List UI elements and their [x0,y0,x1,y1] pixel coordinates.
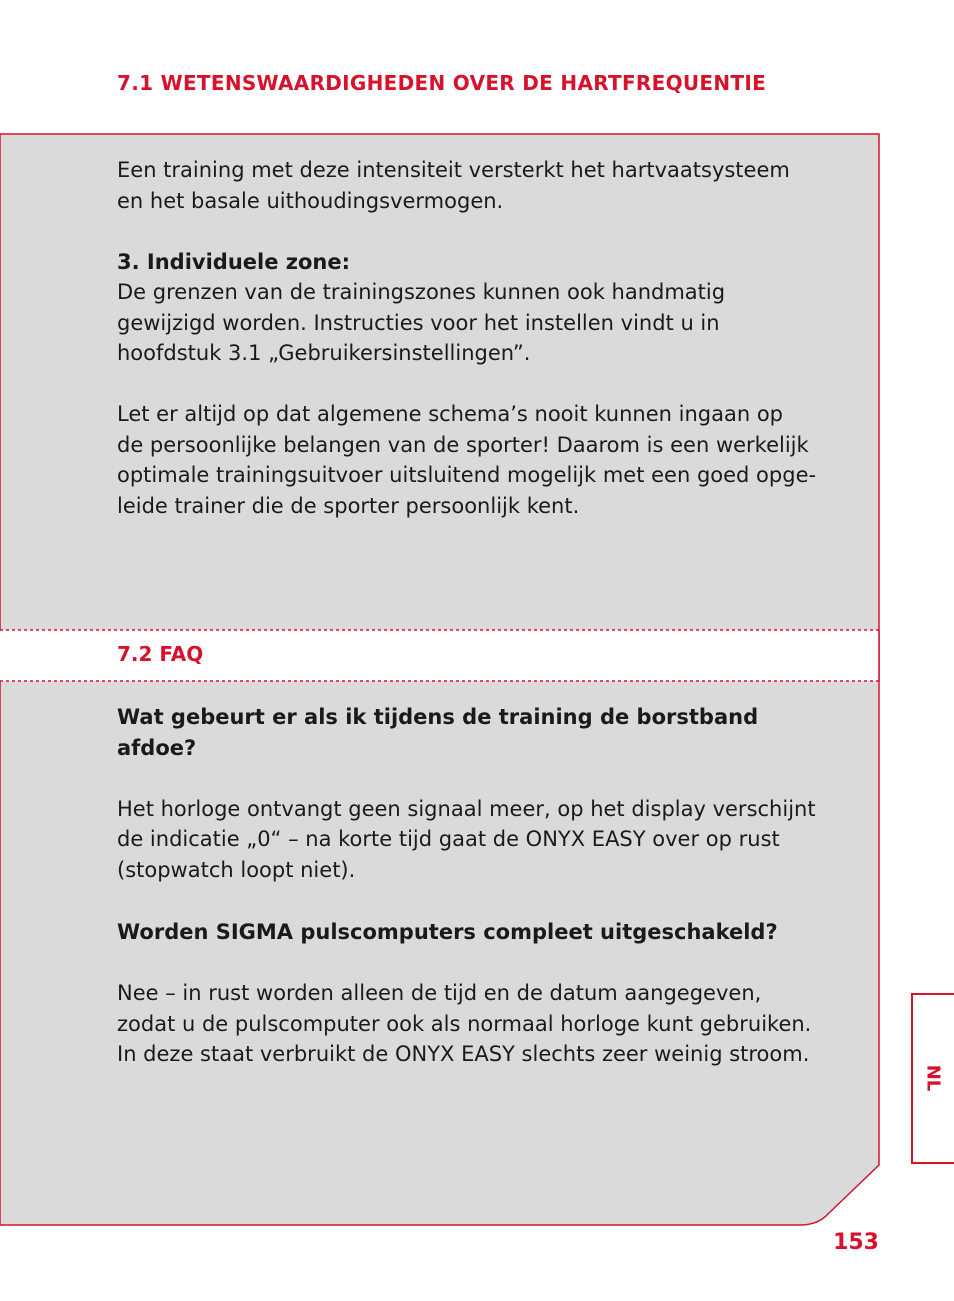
zone-line: hoofdstuk 3.1 „Gebruikersinstellingen”. [117,341,531,365]
faq-answer-line: Nee – in rust worden alleen de tijd en de datum aangegeven, [117,981,762,1005]
faq-answer-line: Het horloge ontvangt geen signaal meer, op het display verschijnt [117,796,816,821]
note-line: Let er altijd op dat algemene schema’s nooit kunnen ingaan op [117,402,784,426]
faq-q1-block [117,702,837,885]
section1-body [117,155,837,521]
intro-line: en het basale uithoudingsvermogen. [117,188,504,213]
faq-question: Worden SIGMA pulscomputers compleet uitgeschakeld? [117,920,778,944]
language-tab-label: NL [922,1064,944,1092]
zone-line: De grenzen van de trainingszones kunnen ook handmatig [117,280,726,304]
faq-answer-line: de indicatie „0“ – na korte tijd gaat de ONYX EASY over op rust [117,827,780,851]
intro-line: Een training met deze intensiteit versterkt het hartvaatsysteem [117,158,790,182]
faq-question: Wat gebeurt er als ik tijdens de training de borstband afdoe? [117,705,759,760]
faq-answer-line: zodat u de pulscomputer ook als normaal horloge kunt gebruiken. [117,1011,812,1036]
note-line: optimale trainingsuitvoer uitsluitend mogelijk met een goed opge- [117,463,817,487]
section-title: 7.1 WETENSWAARDIGHEDEN OVER DE HARTFREQUENTIE [117,71,767,95]
faq-answer-line: In deze staat verbruikt de ONYX EASY slechts zeer weinig stroom. [117,1042,810,1066]
faq-title: 7.2 FAQ [117,642,204,666]
faq-answer-line: (stopwatch loopt niet). [117,857,356,882]
zone-line: gewijzigd worden. Instructies voor het instellen vindt u in [117,310,720,335]
note-line: leide trainer die de sporter persoonlijk kent. [117,493,580,518]
note-line: de persoonlijke belangen van de sporter! Daarom is een werkelijk [117,432,809,457]
faq-q2-block [117,917,837,1070]
zone-heading: 3. Individuele zone: [117,249,350,274]
page-number: 153 [833,1230,879,1255]
